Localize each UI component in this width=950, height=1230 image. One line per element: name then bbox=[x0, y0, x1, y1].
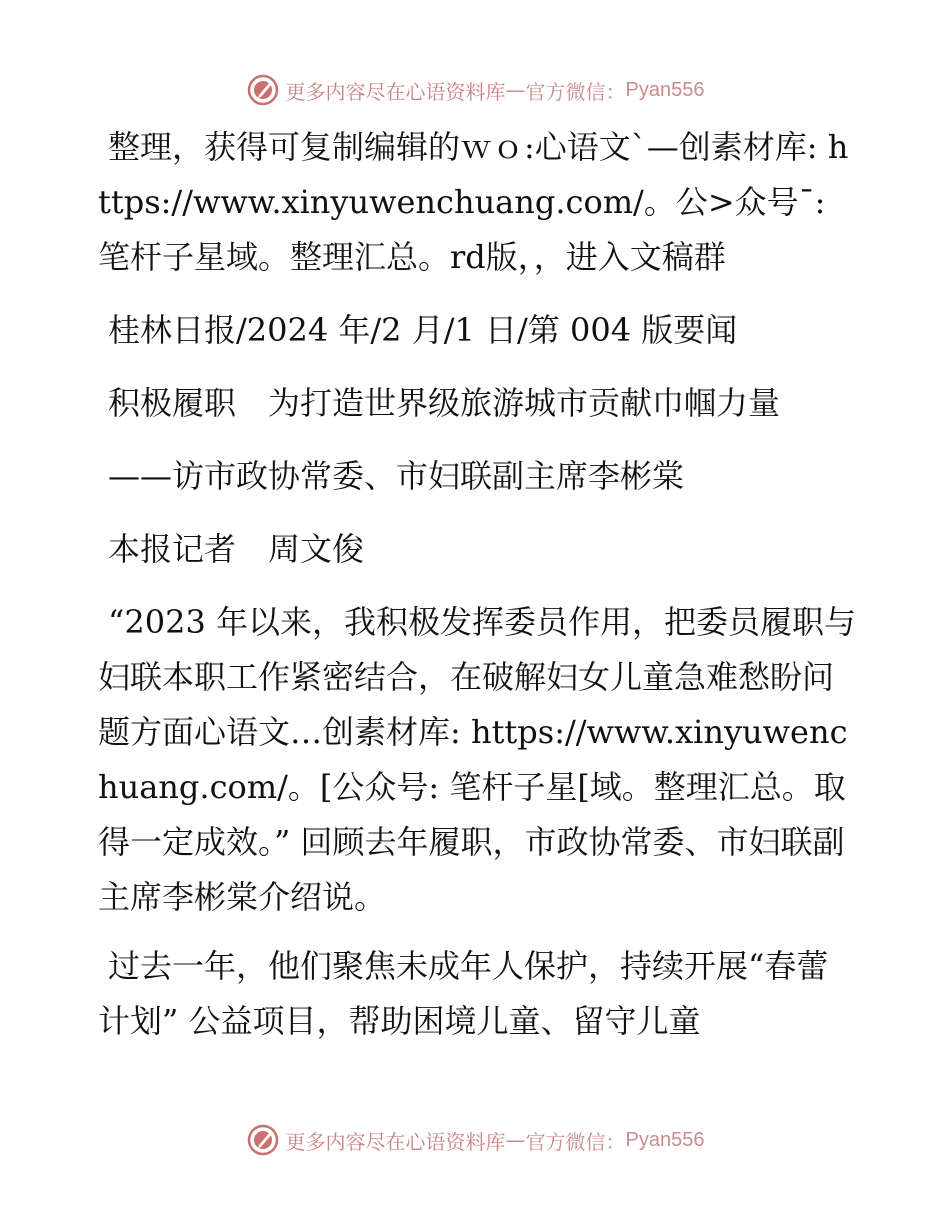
footer-banner bbox=[0, 1120, 950, 1160]
banner-brand-text: 更多内容尽在心语资料库 bbox=[285, 79, 506, 104]
paragraph-1: “2023 年以来，我积极发挥委员作用，把委员履职与妇联本职工作紧密结合，在破解妇女儿童急难愁盼问题方面心语文…创素材库: https://www.xinyuwenchuang.com/。[公众号: 笔杆子星[域。整理汇总。取得一定成效。” 回顾去年履职，市政协常委、市妇联副主席李彬棠介绍说。 bbox=[98, 603, 856, 916]
headline: 积极履职 为打造世界级旅游城市贡献巾帼力量 bbox=[108, 384, 781, 422]
byline: 本报记者 周文俊 bbox=[108, 530, 365, 568]
banner-wechat-label: 官方微信： bbox=[525, 79, 626, 104]
banner-account: Pyan556 bbox=[625, 1128, 705, 1151]
banner-wechat-label: 官方微信： bbox=[525, 1129, 626, 1154]
paragraph-2: 过去一年，他们聚焦未成年人保护，持续开展“春蕾计划” 公益项目，帮助困境儿童、留守儿童 bbox=[98, 947, 829, 1040]
banner-brand-text: 更多内容尽在心语资料库 bbox=[285, 1129, 506, 1154]
banner-dash: — bbox=[505, 78, 526, 102]
subheadline: ——访市政协常委、市妇联副主席李彬棠 bbox=[108, 457, 685, 495]
banner-dash: — bbox=[505, 1128, 526, 1152]
pen-logo-icon bbox=[246, 1123, 280, 1157]
pen-logo-icon bbox=[246, 73, 280, 107]
document-body bbox=[98, 120, 858, 1049]
header-banner bbox=[0, 70, 950, 110]
intro-paragraph: 整理，获得可复制编辑的ｗｏ:心语文`—创素材库: https://www.xinyuwenchuang.com/。公>众号ˉ: 笔杆子星域。整理汇总。rd版，，进入文稿群 bbox=[98, 128, 849, 276]
source-line: 桂林日报/2024 年/2 月/1 日/第 004 版要闻 bbox=[108, 311, 738, 349]
banner-account: Pyan556 bbox=[625, 78, 705, 101]
